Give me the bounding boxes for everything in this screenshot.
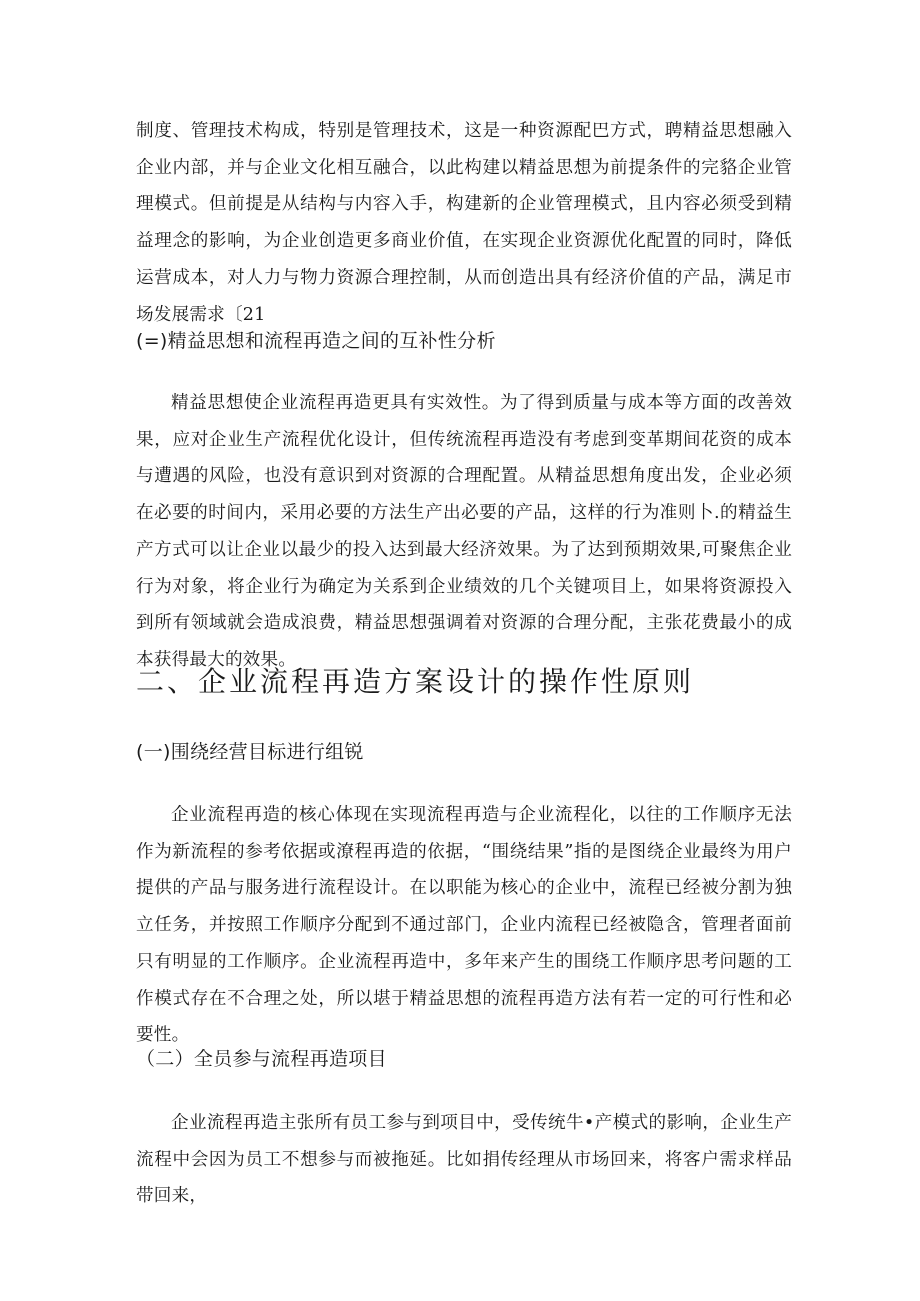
subsection-heading-full-participation: （二）全员参与流程再造项目 (136, 1048, 387, 1070)
section-heading-principles: 二、企业流程再造方案设计的操作性原则 (136, 665, 695, 698)
paragraph-full-participation: 企业流程再造主张所有员工参与到项目中，受传统牛•产模式的影响，企业生产流程中会因为员工不想参与而被拖延。比如捐传经理从市场回来，将客户需求样品带回来， (136, 1113, 792, 1207)
paragraph-business-goals: 企业流程再造的核心体现在实现流程再造与企业流程化，以往的工作顺序无法作为新流程的参考依据或潦程再造的依据，“围绕结果”指的是图绕企业最终为用户提供的产品与服务进行流程设计。在以职能为核心的企业中，流程已经被分割为独立任务，并按照工作顺序分配到不通过部门，企业内流程已经被隐含，管理者面前只有明显的工作顺序。企业流程再造中，多年来产生的围绕工作顺序思考问题的工作模式存在不合理之处，所以堪于精益思想的流程再造方法有若一定的可行性和必要性。 (136, 805, 792, 1046)
paragraph-intro-continuation: 制度、管理技术构成，特别是管理技术，这是一种资源配巴方式，聘精益思想融入企业内部，并与企业文化相互融合，以此构建以精益思想为前提条件的完貉企业管理模式。但前提是从结构与内容入手，构建新的企业管理模式，且内容必须受到精益理念的影响，为企业创造更多商业价值，在实现企业资源优化配置的同时，降低运营成本，对人力与物力资源合理控制，从而创造出具有经济价值的产品，满足市场发展需求〔21 (136, 121, 792, 325)
paragraph-complementarity: 精益思想使企业流程再造更具有实效性。为了得到质量与成本等方面的改善效果，应对企业生产流程优化设计，但传统流程再造没有考虑到变革期间花资的成本与遭遇的风险，也没有意识到对资源的合理配置。从精益思想角度出发，企业必须在必要的时间内，采用必要的方法生产出必要的产品，这样的行为准则卜.的精益生产方式可以让企业以最少的投入达到最大经济效果。为了达到预期效果,可聚焦企业行为对象，将企业行为确定为关系到企业绩效的几个关键项目上，如果将资源投入到所有领域就会造成浪费，精益思想强调着对资源的合理分配，主张花费最小的成本获得最大的效果。 (136, 393, 792, 670)
subsection-heading-business-goals: (一)围绕经营目标进行组锐 (136, 741, 364, 763)
subsection-heading-complementarity: (=)精益思想和流程再造之间的互补性分析 (136, 330, 496, 352)
